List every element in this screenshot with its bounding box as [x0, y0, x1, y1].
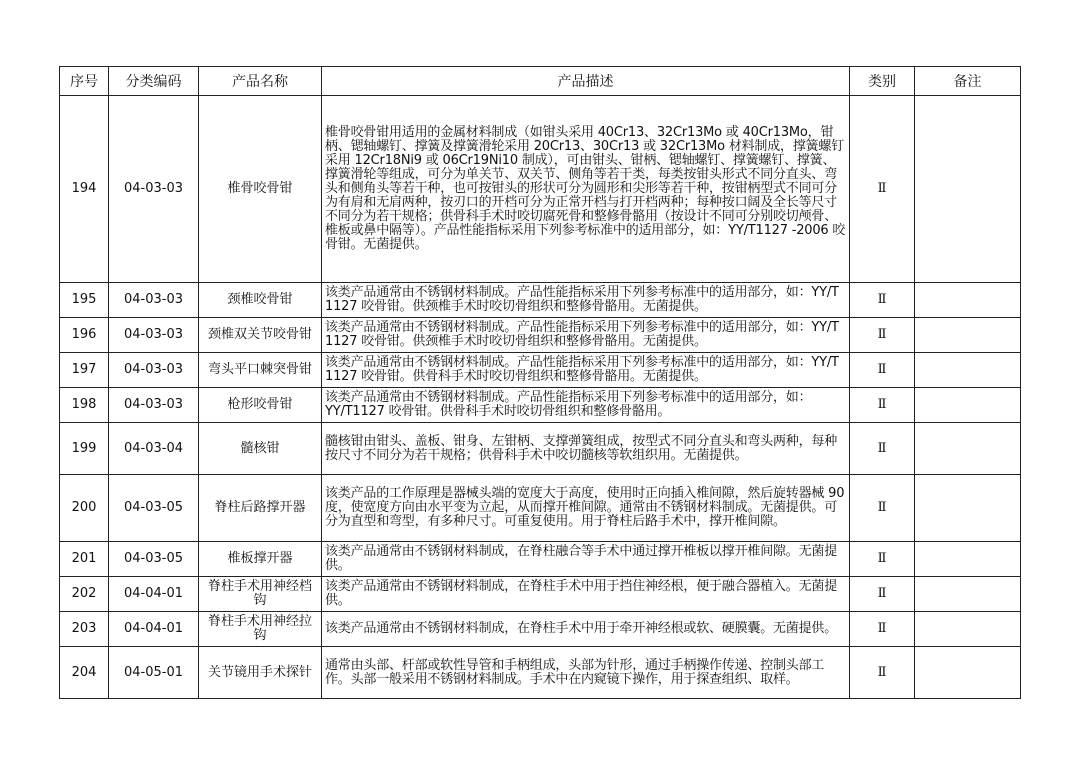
table-row — [60, 423, 1021, 475]
row-code: 04-03-04 — [109, 423, 199, 475]
row-code: 04-04-01 — [109, 612, 199, 647]
table-row — [60, 283, 1021, 318]
row-name: 脊柱手术用神经档钩 — [199, 577, 322, 612]
document-page — [59, 66, 1020, 699]
row-description: 该类产品通常由不锈钢材料制成。产品性能指标采用下列参考标准中的适用部分，如：YY/T 1127 咬骨钳。供颈椎手术时咬切骨组织和整修骨骼用。无菌提供。 — [322, 283, 850, 318]
header-description: 产品描述 — [322, 67, 850, 96]
table-row — [60, 318, 1021, 353]
row-seq: 199 — [60, 423, 109, 475]
row-code: 04-04-01 — [109, 577, 199, 612]
row-description: 通常由头部、杆部或软性导管和手柄组成，头部为针形，通过手柄操作传递、控制头部工作。头部一般采用不锈钢材料制成。手术中在内窥镜下操作，用于探查组织、取样。 — [322, 647, 850, 699]
row-class: Ⅱ — [850, 388, 915, 423]
table-row — [60, 647, 1021, 699]
row-name: 髓核钳 — [199, 423, 322, 475]
row-seq: 195 — [60, 283, 109, 318]
header-class: 类别 — [850, 67, 915, 96]
row-description: 该类产品的工作原理是器械头端的宽度大于高度，使用时正向插入椎间隙，然后旋转器械 90 度，使宽度方向由水平变为立起，从而撑开椎间隙。通常由不锈钢材料制成。无菌提供。可分为直型和弯型，有多种尺寸。可重复使用。用于脊柱后路手术中，撑开椎间隙。 — [322, 475, 850, 542]
row-seq: 194 — [60, 96, 109, 283]
row-class: Ⅱ — [850, 96, 915, 283]
header-note: 备注 — [915, 67, 1021, 96]
row-code: 04-03-03 — [109, 388, 199, 423]
row-class: Ⅱ — [850, 283, 915, 318]
row-seq: 203 — [60, 612, 109, 647]
row-note — [915, 353, 1021, 388]
table-row — [60, 475, 1021, 542]
row-code: 04-03-03 — [109, 283, 199, 318]
row-note — [915, 423, 1021, 475]
table-row — [60, 96, 1021, 283]
row-name: 椎骨咬骨钳 — [199, 96, 322, 283]
row-seq: 196 — [60, 318, 109, 353]
table-row — [60, 542, 1021, 577]
row-class: Ⅱ — [850, 318, 915, 353]
row-code: 04-03-05 — [109, 542, 199, 577]
header-name: 产品名称 — [199, 67, 322, 96]
row-description: 该类产品通常由不锈钢材料制成，在脊柱融合等手术中通过撑开椎板以撑开椎间隙。无菌提供。 — [322, 542, 850, 577]
row-note — [915, 647, 1021, 699]
row-description: 该类产品通常由不锈钢材料制成。产品性能指标采用下列参考标准中的适用部分，如：YY/T1127 咬骨钳。供骨科手术时咬切骨组织和整修骨骼用。 — [322, 388, 850, 423]
table-row — [60, 577, 1021, 612]
row-name: 脊柱后路撑开器 — [199, 475, 322, 542]
row-name: 颈椎咬骨钳 — [199, 283, 322, 318]
table-row — [60, 388, 1021, 423]
row-class: Ⅱ — [850, 542, 915, 577]
row-class: Ⅱ — [850, 475, 915, 542]
header-seq: 序号 — [60, 67, 109, 96]
row-code: 04-05-01 — [109, 647, 199, 699]
table-row — [60, 353, 1021, 388]
row-class: Ⅱ — [850, 612, 915, 647]
row-seq: 197 — [60, 353, 109, 388]
row-note — [915, 577, 1021, 612]
row-seq: 198 — [60, 388, 109, 423]
row-note — [915, 388, 1021, 423]
header-code: 分类编码 — [109, 67, 199, 96]
row-code: 04-03-03 — [109, 96, 199, 283]
row-name: 枪形咬骨钳 — [199, 388, 322, 423]
row-note — [915, 318, 1021, 353]
row-class: Ⅱ — [850, 423, 915, 475]
row-note — [915, 283, 1021, 318]
row-description: 该类产品通常由不锈钢材料制成。产品性能指标采用下列参考标准中的适用部分，如：YY/T 1127 咬骨钳。供骨科手术时咬切骨组织和整修骨骼用。无菌提供。 — [322, 353, 850, 388]
row-class: Ⅱ — [850, 577, 915, 612]
row-code: 04-03-03 — [109, 318, 199, 353]
row-note — [915, 96, 1021, 283]
row-name: 关节镜用手术探针 — [199, 647, 322, 699]
table-row — [60, 612, 1021, 647]
row-name: 弯头平口棘突骨钳 — [199, 353, 322, 388]
row-code: 04-03-05 — [109, 475, 199, 542]
row-description: 髓核钳由钳头、盖板、钳身、左钳柄、支撑弹簧组成，按型式不同分直头和弯头两种，每种按尺寸不同分为若干规格；供骨科手术中咬切髓核等软组织用。无菌提供。 — [322, 423, 850, 475]
row-seq: 202 — [60, 577, 109, 612]
product-catalog-table — [59, 66, 1021, 699]
row-note — [915, 612, 1021, 647]
row-description: 该类产品通常由不锈钢材料制成。产品性能指标采用下列参考标准中的适用部分，如：YY/T 1127 咬骨钳。供颈椎手术时咬切骨组织和整修骨骼用。无菌提供。 — [322, 318, 850, 353]
row-name: 颈椎双关节咬骨钳 — [199, 318, 322, 353]
row-class: Ⅱ — [850, 353, 915, 388]
row-seq: 204 — [60, 647, 109, 699]
row-description: 该类产品通常由不锈钢材料制成，在脊柱手术中用于牵开神经根或软、硬膜囊。无菌提供。 — [322, 612, 850, 647]
row-note — [915, 542, 1021, 577]
row-code: 04-03-03 — [109, 353, 199, 388]
row-description: 该类产品通常由不锈钢材料制成，在脊柱手术中用于挡住神经根，便于融合器植入。无菌提供。 — [322, 577, 850, 612]
row-note — [915, 475, 1021, 542]
row-seq: 200 — [60, 475, 109, 542]
row-name: 椎板撑开器 — [199, 542, 322, 577]
row-description: 椎骨咬骨钳用适用的金属材料制成（如钳头采用 40Cr13、32Cr13Mo 或 40Cr13Mo，钳柄、锶轴螺钉、撑簧及撑簧滑轮采用 20Cr13、30Cr13 或 32Cr13Mo 材料制成，撑簧螺钉采用 12Cr18Ni9 或 06Cr19Ni10 制成），可由钳头、钳柄、锶轴螺钉、撑簧螺钉、撑簧、撑簧滑轮等组成，可分为单关节、双关节、侧角等若干类，每类按钳头形式不同分直头、弯头和侧角头等若干种，也可按钳头的形状可分为圆形和尖形等若干种，按钳柄型式不同可分为有肩和无肩两种，按刃口的开档可分为正常开档与打开档两种；每种按口阔及全长等尺寸不同分为若干规格；供骨科手术时咬切腐死骨和整修骨骼用（按设计不同可分别咬切颅骨、椎板或鼻中隔等）。产品性能指标采用下列参考标准中的适用部分，如：YY/T1127 -2006 咬骨钳。无菌提供。 — [322, 96, 850, 283]
row-class: Ⅱ — [850, 647, 915, 699]
table-header-row — [60, 67, 1021, 96]
row-name: 脊柱手术用神经拉钩 — [199, 612, 322, 647]
row-seq: 201 — [60, 542, 109, 577]
